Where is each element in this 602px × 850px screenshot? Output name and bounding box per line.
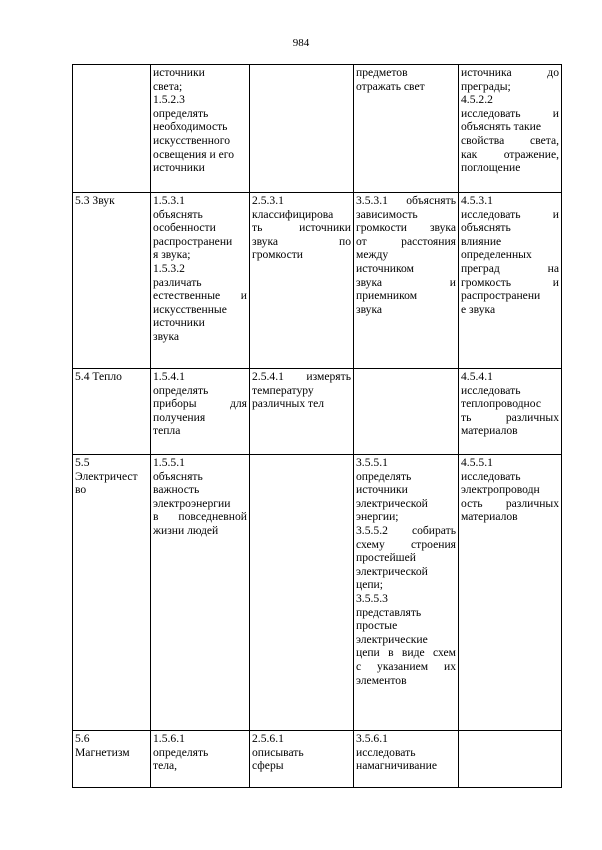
- curriculum-table: [72, 64, 562, 788]
- cell-text-line: звука: [153, 329, 180, 343]
- grade4-cell: [459, 731, 562, 788]
- cell-text-line: приборы для: [153, 397, 247, 411]
- cell-text-line: между: [356, 248, 389, 262]
- cell-text-line: электрической: [356, 496, 428, 510]
- cell-text-line: сферы: [252, 759, 284, 773]
- table-row: [73, 193, 562, 369]
- cell-text-line: схему строения: [356, 537, 456, 551]
- table-row: [73, 369, 562, 455]
- cell-text-line: звука по: [252, 234, 351, 248]
- cell-text-line: преград на: [461, 261, 559, 275]
- grade3-cell: [354, 731, 459, 788]
- cell-text-line: отражать свет: [356, 79, 425, 93]
- cell-text-line: поглощение: [461, 161, 521, 175]
- cell-text-line: температуру: [252, 383, 314, 397]
- grade1-cell: [151, 193, 250, 369]
- cell-text-line: как отражение,: [461, 147, 559, 161]
- cell-text-line: Электричест: [75, 469, 138, 483]
- grade2-cell: [250, 369, 354, 455]
- cell-text-line: электрические: [356, 632, 428, 646]
- grade1-cell: [151, 455, 250, 731]
- cell-text-line: 4.5.3.1: [461, 194, 493, 207]
- grade1-cell: [151, 369, 250, 455]
- grade2-cell: [250, 731, 354, 788]
- cell-text-line: 2.5.6.1: [252, 732, 284, 745]
- cell-text-line: жизни людей: [153, 523, 219, 537]
- cell-text-line: объяснять: [153, 469, 203, 483]
- grade2-cell: [250, 193, 354, 369]
- cell-text-line: объяснять: [461, 221, 511, 235]
- page-number: 984: [292, 37, 310, 49]
- cell-text-line: цепи в виде схем: [356, 646, 456, 660]
- cell-text-line: представлять: [356, 605, 422, 619]
- cell-text-line: описывать: [252, 745, 304, 759]
- cell-text-line: 1.5.3.2: [153, 261, 185, 275]
- cell-text-line: 3.5.3.1 объяснять: [356, 194, 456, 207]
- cell-text-line: исследовать: [461, 469, 521, 483]
- cell-text-line: 1.5.5.1: [153, 456, 185, 469]
- cell-text-line: источники: [356, 483, 408, 497]
- cell-text-line: ть различных: [461, 410, 559, 424]
- cell-text-line: ость различных: [461, 496, 559, 510]
- cell-text-line: объяснять: [153, 207, 203, 221]
- topic-cell: [73, 193, 151, 369]
- cell-text-line: света;: [153, 79, 183, 93]
- cell-text-line: электрической: [356, 564, 428, 578]
- topic-cell: [73, 369, 151, 455]
- cell-text-line: 4.5.5.1: [461, 456, 493, 469]
- cell-text-line: получения: [153, 410, 206, 424]
- grade4-cell: [459, 193, 562, 369]
- cell-text-line: особенности: [153, 221, 216, 235]
- cell-text-line: преграды;: [461, 79, 511, 93]
- cell-text-line: ть источники: [252, 221, 351, 235]
- cell-text-line: тела,: [153, 759, 178, 773]
- cell-text-line: энергии;: [356, 510, 399, 524]
- topic-cell: [73, 455, 151, 731]
- cell-text-line: электроэнергии: [153, 496, 231, 510]
- cell-text-line: элементов: [356, 673, 407, 687]
- cell-text-line: громкость и: [461, 275, 559, 289]
- grade4-cell: [459, 65, 562, 193]
- cell-text-line: исследовать: [461, 383, 521, 397]
- cell-text-line: важность: [153, 483, 200, 497]
- cell-text-line: исследовать: [356, 745, 416, 759]
- cell-text-line: простейшей: [356, 551, 416, 565]
- cell-text-line: я звука;: [153, 248, 191, 262]
- cell-text-line: распространени: [153, 234, 233, 248]
- cell-text-line: тепла: [153, 424, 181, 438]
- cell-text-line: электропроводн: [461, 483, 540, 497]
- table-row: [73, 731, 562, 788]
- cell-text-line: простые: [356, 619, 398, 633]
- cell-text-line: цепи;: [356, 578, 383, 592]
- cell-text-line: источником: [356, 261, 414, 275]
- cell-text-line: звука и: [356, 275, 456, 289]
- grade3-cell: [354, 193, 459, 369]
- cell-text-line: различать: [153, 275, 202, 289]
- cell-text-line: различных тел: [252, 397, 325, 411]
- cell-text-line: искусственные: [153, 302, 227, 316]
- cell-text-line: необходимость: [153, 120, 228, 134]
- cell-text-line: источники: [153, 161, 205, 175]
- grade4-cell: [459, 455, 562, 731]
- cell-text-line: материалов: [461, 424, 518, 438]
- cell-text-line: от расстояния: [356, 234, 456, 248]
- cell-text-line: намагничивание: [356, 759, 437, 773]
- cell-text-line: 5.5: [75, 456, 90, 469]
- cell-text-line: Магнетизм: [75, 745, 130, 759]
- cell-text-line: приемником: [356, 289, 418, 303]
- cell-text-line: 5.3 Звук: [75, 194, 115, 207]
- cell-text-line: 3.5.5.1: [356, 456, 388, 469]
- cell-text-line: громкости: [252, 248, 304, 262]
- cell-text-line: исследовать и: [461, 106, 559, 120]
- cell-text-line: с указанием их: [356, 659, 456, 673]
- grade3-cell: [354, 455, 459, 731]
- cell-text-line: 2.5.3.1: [252, 194, 284, 207]
- grade2-cell: [250, 65, 354, 193]
- cell-text-line: 1.5.4.1: [153, 370, 185, 383]
- cell-text-line: свойства света,: [461, 133, 559, 147]
- cell-text-line: е звука: [461, 302, 496, 316]
- cell-text-line: зависимость: [356, 207, 418, 221]
- cell-text-line: объяснять такие: [461, 120, 542, 134]
- cell-text-line: определять: [356, 469, 412, 483]
- cell-text-line: определять: [153, 745, 209, 759]
- cell-text-line: источника до: [461, 66, 559, 79]
- cell-text-line: 1.5.3.1: [153, 194, 185, 207]
- cell-text-line: 3.5.6.1: [356, 732, 388, 745]
- cell-text-line: освещения и его: [153, 147, 235, 161]
- topic-cell: [73, 731, 151, 788]
- cell-text-line: 1.5.6.1: [153, 732, 185, 745]
- cell-text-line: в повседневной: [153, 510, 247, 524]
- cell-text-line: громкости звука: [356, 221, 456, 235]
- cell-text-line: во: [75, 483, 87, 497]
- cell-text-line: материалов: [461, 510, 518, 524]
- cell-text-line: 4.5.4.1: [461, 370, 493, 383]
- cell-text-line: исследовать и: [461, 207, 559, 221]
- grade3-cell: [354, 65, 459, 193]
- cell-text-line: 5.6: [75, 732, 90, 745]
- cell-text-line: классифицирова: [252, 207, 334, 221]
- cell-text-line: 5.4 Тепло: [75, 370, 122, 383]
- cell-text-line: естественные и: [153, 289, 247, 303]
- cell-text-line: искусственного: [153, 133, 230, 147]
- table-row: [73, 65, 562, 193]
- cell-text-line: теплопроводнос: [461, 397, 541, 411]
- cell-text-line: источники: [153, 66, 205, 79]
- cell-text-line: определенных: [461, 248, 532, 262]
- grade1-cell: [151, 65, 250, 193]
- cell-text-line: 4.5.2.2: [461, 93, 493, 107]
- cell-text-line: 1.5.2.3: [153, 93, 185, 107]
- cell-text-line: 3.5.5.3: [356, 591, 388, 605]
- cell-text-line: звука: [356, 302, 383, 316]
- cell-text-line: 3.5.5.2 собирать: [356, 523, 456, 537]
- cell-text-line: влияние: [461, 234, 502, 248]
- topic-cell: [73, 65, 151, 193]
- cell-text-line: распространени: [461, 289, 541, 303]
- cell-text-line: предметов: [356, 66, 408, 79]
- grade4-cell: [459, 369, 562, 455]
- grade1-cell: [151, 731, 250, 788]
- cell-text-line: определять: [153, 383, 209, 397]
- grade2-cell: [250, 455, 354, 731]
- table-row: [73, 455, 562, 731]
- cell-text-line: 2.5.4.1 измерять: [252, 370, 351, 383]
- cell-text-line: источники: [153, 316, 205, 330]
- cell-text-line: определять: [153, 106, 209, 120]
- grade3-cell: [354, 369, 459, 455]
